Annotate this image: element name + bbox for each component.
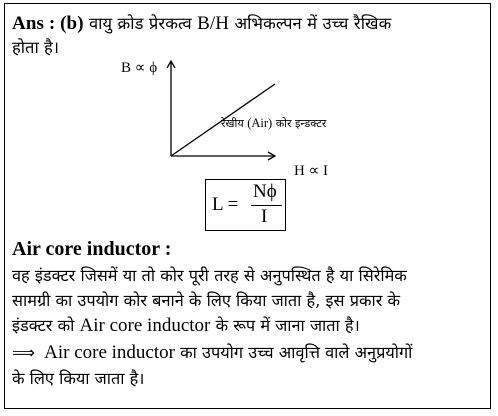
section-heading: Air core inductor :: [12, 238, 172, 260]
curve-label-post: कोर इन्डक्टर: [275, 117, 327, 130]
curve-label: [220, 116, 326, 130]
formula-numerator: Nϕ: [253, 181, 277, 202]
formula-lhs: L =: [212, 194, 239, 215]
answer-label: Ans : (b): [12, 13, 84, 34]
formula-denominator: I: [261, 206, 268, 227]
para-line-2: सामग्री का उपयोग कोर बनाने के लिए किया जाता है, इस प्रकार के: [12, 291, 401, 310]
para-line-3-post: के रूप में जाना जाता है।: [215, 316, 360, 335]
curve-label-pre: रेखीय: [221, 117, 244, 130]
para-line-3-en: Air core inductor: [79, 315, 211, 336]
inductance-formula: [205, 179, 286, 231]
para-line-1: वह इंडक्टर जिसमें या तो कोर पूरी तरह से अनुपस्थित है या सिरेमिक: [12, 266, 407, 285]
answer-line-2: होता है।: [12, 38, 59, 57]
para-line-3-pre: इंडक्टर को: [12, 316, 75, 335]
bh-graph: [95, 58, 395, 180]
answer-text-bh: B/H: [197, 13, 230, 34]
answer-line-1: [12, 11, 391, 35]
para-line-4-post: का उपयोग उच्च आवृत्ति वाले अनुप्रयोगों: [180, 343, 413, 362]
para-line-4-en: Air core inductor: [44, 342, 175, 363]
para-line-5: के लिए किया जाता है।: [12, 369, 145, 388]
curve-label-air: (Air): [247, 116, 273, 130]
para-line-3: [12, 314, 360, 337]
x-axis-label: H ∝ I: [294, 163, 329, 179]
y-axis-label: B ∝ ϕ: [121, 60, 158, 76]
para-line-4: [12, 341, 412, 364]
answer-text-part1: वायु क्रोड प्रेरकत्व: [89, 14, 192, 33]
implies-arrow-icon: ⟹: [12, 343, 35, 362]
answer-text-part2: अभिकल्पन में उच्च रैखिक: [234, 14, 392, 33]
